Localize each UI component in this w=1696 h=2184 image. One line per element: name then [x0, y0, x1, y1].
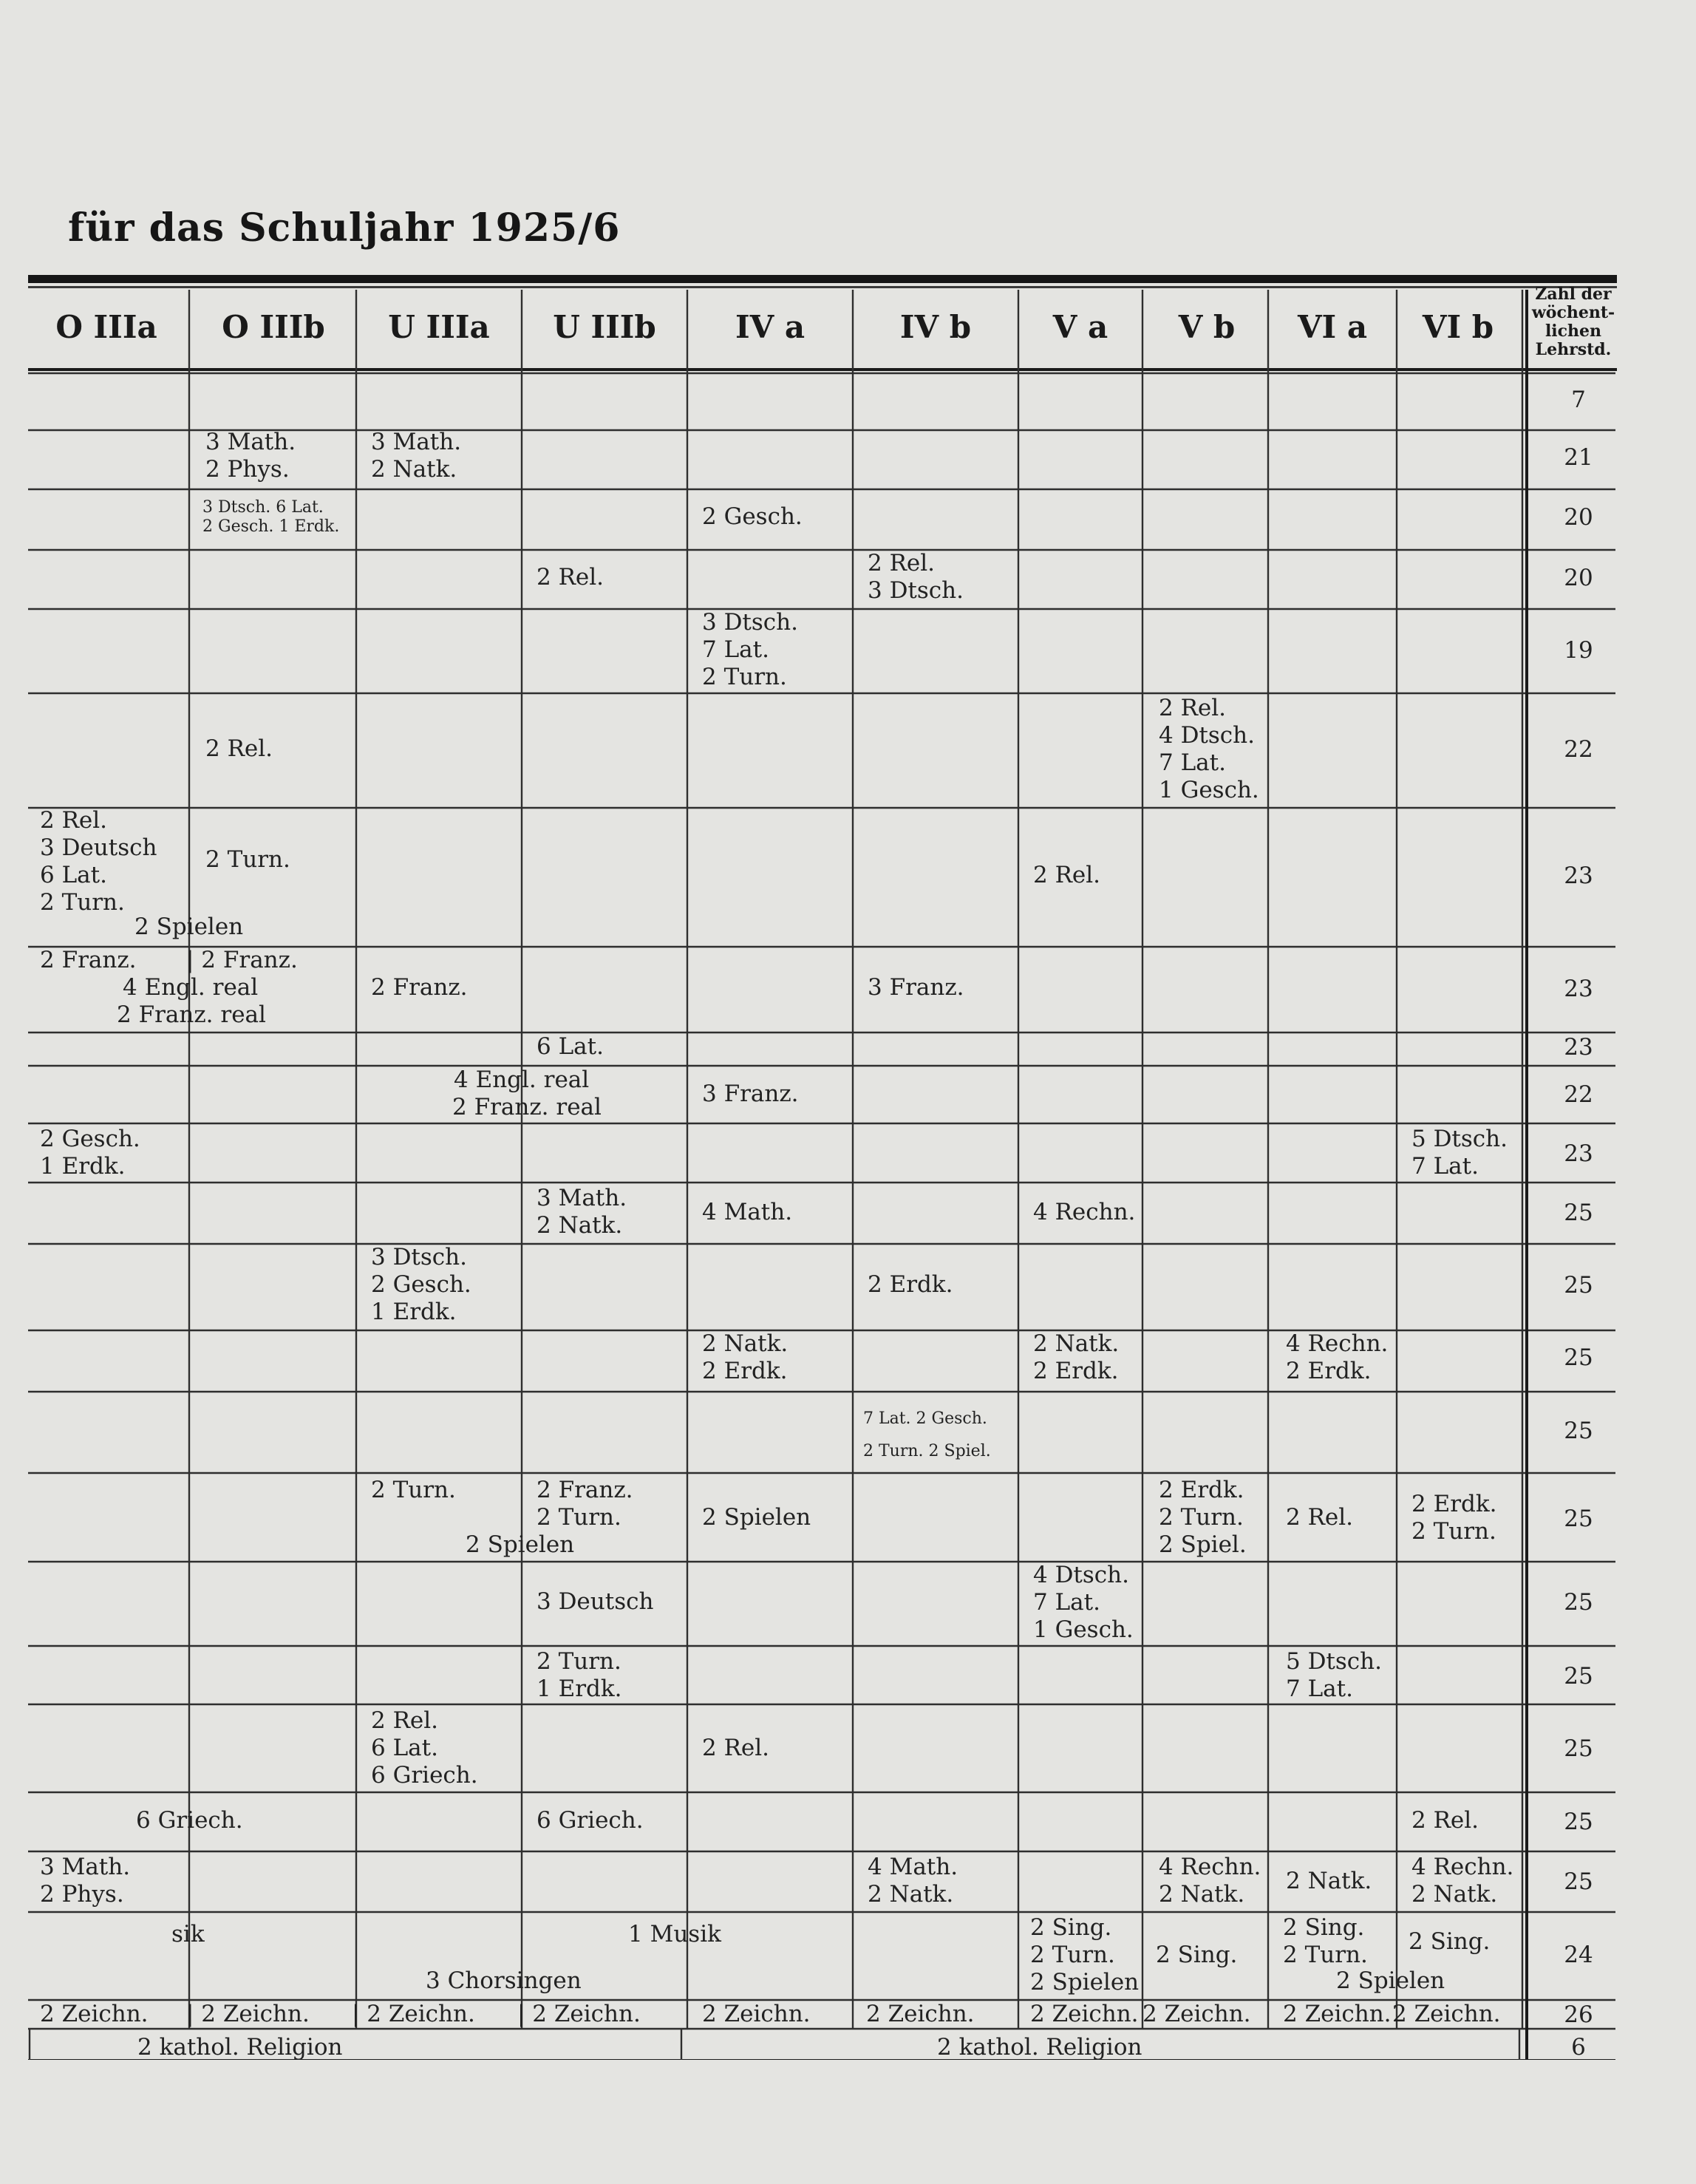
cell-r22-vib: 2 Sing. [1409, 1928, 1491, 1955]
cell-r16-uiiia: 2 Turn. [371, 1477, 456, 1503]
total-cell: 23 [1564, 976, 1593, 1002]
cell-r23-iva: 2 Zeichn. [702, 2001, 811, 2027]
cell-r8-oiiib: | 2 Franz. [186, 947, 298, 973]
cell-r4-ivb: 2 Rel. 3 Dtsch. [868, 550, 964, 604]
total-cell: 22 [1564, 1081, 1593, 1108]
cell-r4-uiiib: 2 Rel. [537, 564, 605, 591]
cell-r23-uiiia: | 2 Zeichn. [352, 2001, 475, 2027]
col-header-ivb: IV b [899, 309, 972, 345]
cell-r16-via: 2 Rel. [1286, 1504, 1354, 1531]
col-header-vb: V b [1178, 309, 1236, 345]
cell-r22-left: sik [171, 1921, 205, 1947]
cell-r7-span: 2 Spielen [134, 914, 244, 940]
cell-r24-right: 2 kathol. Religion [937, 2034, 1142, 2061]
col-header-vib: VI b [1422, 309, 1494, 345]
cell-r18-via: 5 Dtsch. 7 Lat. [1286, 1648, 1382, 1702]
col-header-total: Zahl der wöchent- lichen Lehrstd. [1531, 285, 1615, 359]
cell-r10-span1: 4 Engl. real [454, 1067, 590, 1093]
cell-r11-oiiia: 2 Gesch. 1 Erdk. [40, 1126, 140, 1180]
total-cell: 20 [1564, 504, 1593, 531]
cell-r19-uiiia: 2 Rel. 6 Lat. 6 Griech. [371, 1707, 478, 1789]
cell-r16-span: 2 Spielen [466, 1531, 575, 1558]
cell-r14-via: 4 Rechn. 2 Erdk. [1286, 1330, 1389, 1384]
page-title: für das Schuljahr 1925/6 [68, 205, 621, 251]
cell-r7-oiiia: 2 Rel. 3 Deutsch 6 Lat. 2 Turn. [40, 807, 157, 916]
col-header-oiiib: O IIIb [222, 309, 325, 345]
cell-r12-va: 4 Rechn. [1033, 1199, 1136, 1225]
cell-r9-uiiib: 6 Lat. [537, 1033, 604, 1060]
cell-r13-ivb: 2 Erdk. [868, 1271, 953, 1298]
cell-r12-uiiib: 3 Math. 2 Natk. [537, 1185, 627, 1239]
cell-r17-va: 4 Dtsch. 7 Lat. 1 Gesch. [1033, 1562, 1134, 1643]
total-cell: 23 [1564, 863, 1593, 889]
cell-r8-span1: 4 Engl. real [123, 974, 259, 1001]
total-cell: 25 [1564, 1735, 1593, 1762]
cell-r7-va: 2 Rel. [1033, 862, 1101, 888]
cell-r10-iva: 3 Franz. [702, 1081, 799, 1107]
total-cell: 26 [1564, 2001, 1593, 2028]
cell-r3-oiiib: 3 Dtsch. 6 Lat. 2 Gesch. 1 Erdk. [202, 498, 340, 536]
cell-r13-uiiia: 3 Dtsch. 2 Gesch. 1 Erdk. [371, 1244, 471, 1325]
cell-r6-oiiib: 2 Rel. [205, 735, 273, 762]
total-cell: 20 [1564, 565, 1593, 591]
total-cell: 23 [1564, 1140, 1593, 1167]
cell-r8-oiiia: 2 Franz. [40, 947, 137, 973]
cell-r2-oiiib: 3 Math. 2 Phys. [205, 429, 296, 483]
col-header-va: V a [1052, 309, 1108, 345]
table-grid [28, 290, 1617, 2060]
cell-r7-oiiib: 2 Turn. [205, 846, 290, 873]
cell-r20-uiiib: 6 Griech. [537, 1807, 644, 1834]
total-cell: 25 [1564, 1200, 1593, 1226]
total-cell: 25 [1564, 1589, 1593, 1616]
total-cell: 25 [1564, 1506, 1593, 1532]
cell-r23-vib: 2 Zeichn. [1392, 2001, 1501, 2027]
cell-r16-uiiib: 2 Franz. 2 Turn. [537, 1477, 633, 1531]
total-cell: 23 [1564, 1034, 1593, 1061]
cell-r23-oiiia: 2 Zeichn. [40, 2001, 149, 2027]
cell-r3-iva: 2 Gesch. [702, 503, 803, 530]
cell-r16-vb: 2 Erdk. 2 Turn. 2 Spiel. [1159, 1477, 1247, 1558]
cell-r22-va: 2 Sing. 2 Turn. 2 Spielen [1030, 1914, 1140, 1996]
col-header-via: VI a [1297, 309, 1368, 345]
total-cell: 25 [1564, 1418, 1593, 1444]
total-cell: 25 [1564, 1809, 1593, 1835]
col-header-uiiib: U IIIb [553, 309, 656, 345]
total-cell: 25 [1564, 1344, 1593, 1371]
cell-r23-ivb: 2 Zeichn. [866, 2001, 975, 2027]
cell-r21-via: 2 Natk. [1286, 1868, 1372, 1894]
cell-r22-vb: 2 Sing. [1156, 1942, 1238, 1968]
cell-r5-iva: 3 Dtsch. 7 Lat. 2 Turn. [702, 609, 798, 690]
total-cell: 21 [1564, 444, 1593, 471]
cell-r6-vb: 2 Rel. 4 Dtsch. 7 Lat. 1 Gesch. [1159, 695, 1259, 803]
col-header-uiiia: U IIIa [388, 309, 490, 345]
cell-r23-va: 2 Zeichn. [1030, 2001, 1139, 2027]
cell-r16-iva: 2 Spielen [702, 1504, 811, 1531]
total-cell: 25 [1564, 1272, 1593, 1299]
cell-r8-uiiia: 2 Franz. [371, 974, 468, 1001]
total-cell: 25 [1564, 1663, 1593, 1690]
top-rule-thin [28, 286, 1617, 288]
cell-r8-ivb: 3 Franz. [868, 974, 964, 1001]
cell-r17-uiiib: 3 Deutsch [537, 1588, 654, 1615]
cell-r21-vb: 4 Rechn. 2 Natk. [1159, 1854, 1261, 1908]
cell-r23-uiiib: | 2 Zeichn. [517, 2001, 641, 2027]
cell-r23-vb: 2 Zeichn. [1142, 2001, 1251, 2027]
cell-r23-oiiib: | 2 Zeichn. [186, 2001, 310, 2027]
cell-r23-via: 2 Zeichn. [1283, 2001, 1392, 2027]
cell-r20-vib: 2 Rel. [1411, 1807, 1479, 1834]
cell-r21-vib: 4 Rechn. 2 Natk. [1411, 1854, 1514, 1908]
top-rule [28, 275, 1617, 283]
cell-r19-iva: 2 Rel. [702, 1735, 770, 1761]
cell-r14-iva: 2 Natk. 2 Erdk. [702, 1330, 789, 1384]
total-cell: 7 [1571, 387, 1586, 413]
col-header-oiiia: O IIIa [55, 309, 157, 345]
total-cell: 25 [1564, 1868, 1593, 1895]
cell-r11-vib: 5 Dtsch. 7 Lat. [1411, 1126, 1508, 1180]
cell-r22-span: 2 Spielen [1336, 1967, 1445, 1994]
cell-r24-left: 2 kathol. Religion [137, 2034, 343, 2061]
total-cell: 6 [1571, 2034, 1586, 2061]
cell-r12-iva: 4 Math. [702, 1199, 793, 1225]
cell-r21-oiiia: 3 Math. 2 Phys. [40, 1854, 131, 1908]
total-cell: 22 [1564, 736, 1593, 763]
cell-r8-span2: 2 Franz. real [117, 1001, 266, 1028]
cell-r22-mid: 1 Musik [628, 1921, 721, 1947]
cell-r14-va: 2 Natk. 2 Erdk. [1033, 1330, 1120, 1384]
cell-r10-span2: 2 Franz. real [452, 1094, 602, 1120]
cell-r18-uiiib: 2 Turn. 1 Erdk. [537, 1648, 622, 1702]
cell-r15-ivb: 7 Lat. 2 Gesch. 2 Turn. 2 Spiel. [863, 1409, 991, 1460]
cell-r22-chor: 3 Chorsingen [426, 1967, 582, 1994]
cell-r20-span: 6 Griech. [136, 1807, 243, 1834]
total-cell: 19 [1564, 637, 1593, 664]
cell-r21-ivb: 4 Math. 2 Natk. [868, 1854, 958, 1908]
col-header-iva: IV a [735, 309, 806, 345]
cell-r16-vib: 2 Erdk. 2 Turn. [1411, 1491, 1497, 1545]
cell-r22-via: 2 Sing. 2 Turn. [1283, 1914, 1368, 1968]
cell-r2-uiiia: 3 Math. 2 Natk. [371, 429, 462, 483]
total-cell: 24 [1564, 1942, 1593, 1968]
